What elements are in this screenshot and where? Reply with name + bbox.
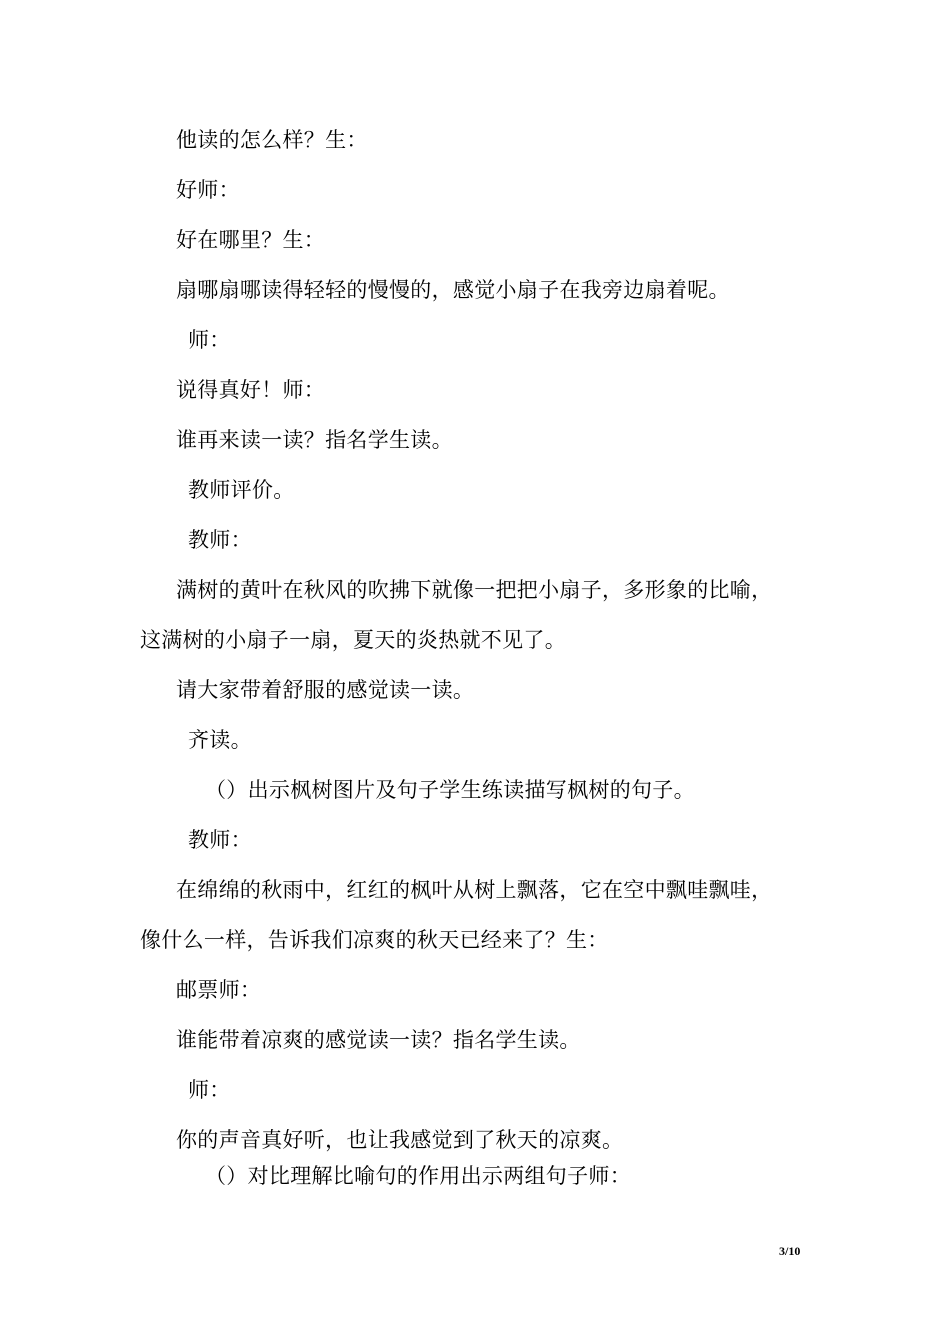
text-line: 齐读。 [188, 728, 252, 752]
text-line: 教师： [188, 528, 252, 552]
text-line: 像什么一样，告诉我们凉爽的秋天已经来了？生： [140, 928, 609, 952]
text-line: 教师： [188, 828, 252, 852]
text-line: 好在哪里？生： [176, 228, 326, 252]
text-line: 这满树的小扇子一扇，夏天的炎热就不见了。 [140, 628, 566, 652]
text-line: （）出示枫树图片及句子学生练读描写枫树的句子。 [205, 778, 695, 802]
text-line: 好师： [176, 178, 240, 202]
text-line: 教师评价。 [188, 478, 295, 502]
text-line: 邮票师： [176, 978, 262, 1002]
text-line: 他读的怎么样？生： [176, 128, 368, 152]
text-line: 你的声音真好听，也让我感觉到了秋天的凉爽。 [176, 1128, 624, 1152]
text-line: 谁能带着凉爽的感觉读一读？指名学生读。 [176, 1028, 581, 1052]
text-line: 请大家带着舒服的感觉读一读。 [176, 678, 475, 702]
text-line: 扇哪扇哪读得轻轻的慢慢的，感觉小扇子在我旁边扇着呢。 [176, 278, 730, 302]
text-line: 说得真好！师： [176, 378, 326, 402]
text-line: （）对比理解比喻句的作用出示两组句子师： [205, 1164, 631, 1188]
text-line: 师： [188, 328, 231, 352]
page-number: 3/10 [779, 1244, 801, 1258]
text-line: 满树的黄叶在秋风的吹拂下就像一把把小扇子，多形象的比喻， [176, 578, 773, 602]
text-line: 在绵绵的秋雨中，红红的枫叶从树上飘落，它在空中飘哇飘哇， [176, 878, 773, 902]
text-line: 谁再来读一读？指名学生读。 [176, 428, 453, 452]
text-line: 师： [188, 1078, 231, 1102]
